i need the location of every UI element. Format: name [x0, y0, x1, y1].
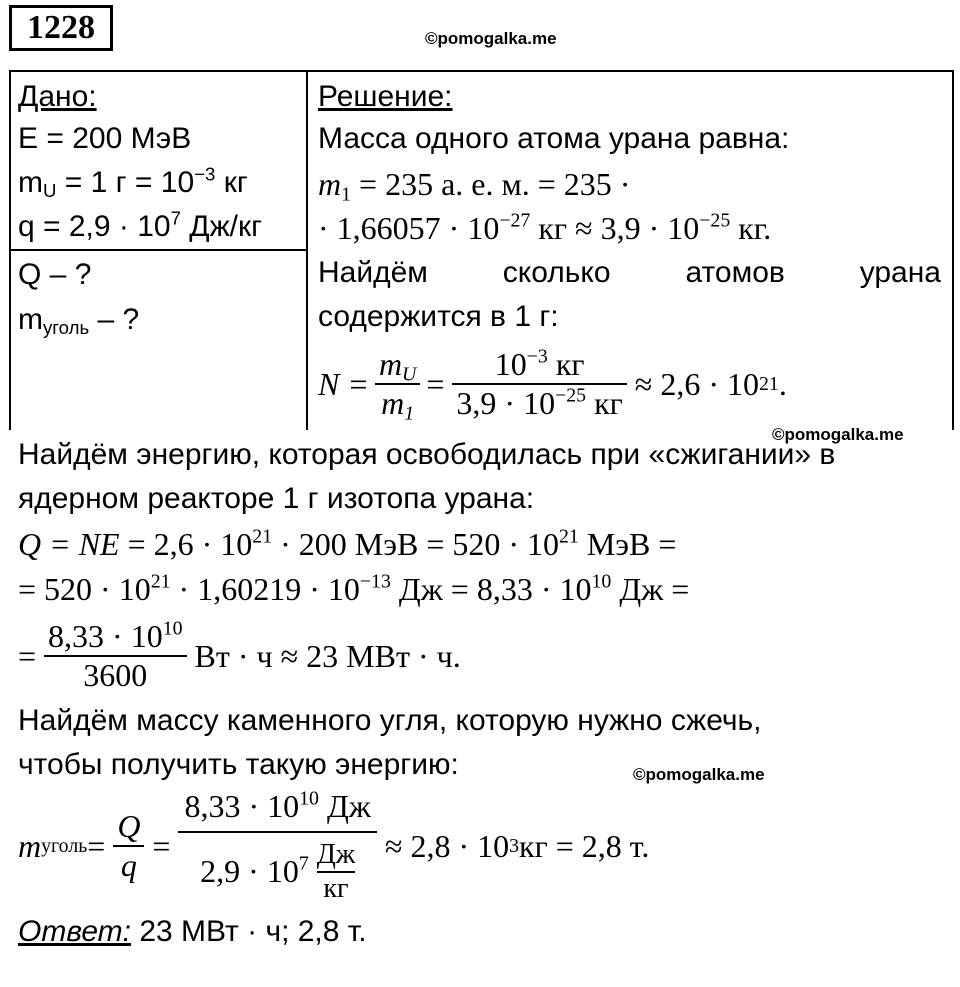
find-coal-mass: $m_{уголь}$ – ?	[18, 303, 140, 339]
watermark-top: ©pomogalka.me	[425, 29, 557, 48]
fraction-q-over-q: $\frac{Q}{q}$	[113, 808, 144, 884]
solution-text-1: Масса одного атома урана равна:	[318, 122, 790, 155]
fraction-unit-j-per-kg: $\frac{Дж}{кг}$	[316, 838, 356, 904]
solution-title: Решение:	[318, 80, 453, 113]
fraction-mu-over-m1: $\frac{m_U}{m_1}$	[375, 346, 420, 422]
energy-text-1: Найдём энергию, которая освободилась при «сжигании» в	[18, 438, 836, 471]
coal-mass-equation: m уголь = $\frac{Q}{q}$ = $8,33 \cdot 10^{10}$ Дж $2,9 \cdot 10^7$ $\frac{Дж}{кг}$ ≈ 2,8 · 10 3 кг = 2,8 т.	[18, 787, 650, 904]
problem-number: 1228	[9, 5, 113, 51]
given-heat-value: $q = 2,9 \cdot 10^7$ Дж/кг	[18, 207, 263, 243]
energy-text-2: ядерном реакторе 1 г изотопа урана:	[18, 482, 535, 515]
atom-mass-eq-2: · $1,66057 \cdot 10^{-27}$ кг ≈ $3,9 \cdot 10^{-25}$ кг.	[318, 209, 772, 246]
watermark-bottom: ©pomogalka.me	[633, 765, 765, 784]
atom-count-equation: N = $\frac{m_U}{m_1}$ = $\frac{10^{-3} кг}{3,9 \cdot 10^{-25} кг}$ ≈ 2,6 · 10 21 .	[318, 345, 787, 425]
solution-text-3: содержится в 1 г:	[318, 300, 559, 333]
find-energy: Q – ?	[18, 258, 92, 291]
answer-label: Ответ:	[18, 915, 131, 948]
fraction-mass-ratio: $\frac{10^{-3} кг}{3,9 \cdot 10^{-25} кг}$	[452, 346, 626, 422]
energy-eq-1: Q = NE = $2,6 \cdot 10^{21} \cdot 200$ МэВ = $520 \cdot 10^{21}$ МэВ =	[18, 525, 677, 562]
watermark-middle: ©pomogalka.me	[772, 425, 904, 444]
table-top-border	[9, 70, 954, 72]
solution-text-2: Найдём сколько атомов урана	[318, 256, 941, 289]
fraction-coal-mass: $8,33 \cdot 10^{10}$ Дж $2,9 \cdot 10^7$ $\frac{Дж}{кг}$	[178, 788, 376, 905]
atom-mass-eq-1: $m_1 = 235$ а. е. м. = 235 ·	[318, 166, 631, 206]
given-title: Дано:	[18, 80, 97, 113]
fraction-energy-per-hour: $\frac{8,33 \cdot 10^{10}}{3600}$	[44, 618, 186, 694]
answer	[18, 915, 367, 949]
given-mass-uranium: $m_U = 1$ $г = 10^{-3}$ кг	[18, 163, 248, 202]
coal-text-1: Найдём массу каменного угля, которую нужно сжечь,	[18, 704, 762, 737]
energy-eq-3: = $\frac{8,33 \cdot 10^{10}}{3600}$ Вт · ч ≈ 23 МВт · ч.	[18, 617, 461, 693]
energy-eq-2: = $520 \cdot 10^{21} \cdot 1,60219 \cdot 10^{-13}$ Дж = $8,33 \cdot 10^{10}$ Дж =	[18, 570, 690, 607]
given-energy: E = 200 МэВ	[18, 122, 192, 155]
coal-text-2: чтобы получить такую энергию:	[18, 748, 459, 781]
given-divider	[9, 249, 308, 251]
table-right-border	[952, 70, 954, 430]
answer-text: 23 МВт · ч; 2,8 т.	[131, 915, 367, 948]
